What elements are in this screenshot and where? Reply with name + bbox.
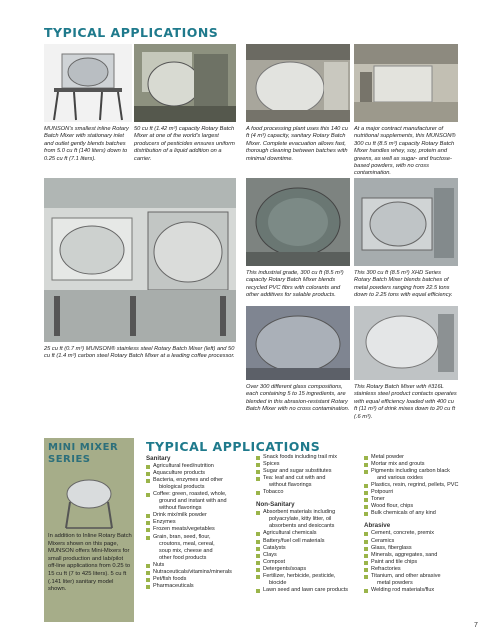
- list-item: Frozen meats/vegetables: [146, 526, 250, 533]
- photo-pesticide-mixer: [134, 44, 236, 122]
- applications-column-non-sanitary: [256, 454, 360, 594]
- list-item: Pet/fish foods: [146, 576, 250, 583]
- mini-mixer-heading-line1: MINI MIXER: [48, 442, 119, 453]
- list-item: Snack foods including trail mix: [256, 454, 360, 461]
- list-item: Paint and tile chips: [364, 559, 474, 566]
- list-item-continued: ground and instant with and: [159, 498, 227, 505]
- photo-glass-mixer: [246, 306, 350, 380]
- list-item: Agricultural feed/nutrition: [146, 463, 250, 470]
- photo-food-sanitary-mixer: [246, 44, 350, 122]
- list-item: Plastics, resin, regrind, pellets, PVC: [364, 482, 474, 489]
- list-item: Ceramics: [364, 538, 474, 545]
- photo-metal-powder-mixer: [354, 178, 458, 266]
- abrasive-heading: Abrasive: [364, 522, 391, 530]
- list-item-continued: soup mix, cheese and: [159, 547, 213, 554]
- photo-coffee-processor-mixers: [44, 178, 236, 342]
- applications-column-sanitary: [146, 454, 250, 590]
- mini-mixer-panel: [44, 438, 134, 622]
- list-item-continued: biological products: [159, 484, 205, 491]
- list-item: Toner: [364, 496, 474, 503]
- list-item: Clays: [256, 552, 360, 559]
- list-item: Tobacco: [256, 489, 360, 496]
- top-heading: TYPICAL APPLICATIONS: [44, 25, 219, 40]
- list-item: Catalysts: [256, 545, 360, 552]
- caption-glass-mixer: Over 300 different glass compositions, each containing 5 to 15 ingredients, are blended in this abrasion-resistant Rotary Batch Mixer with no cross contamination.: [246, 384, 350, 413]
- list-item: Refractories: [364, 566, 474, 573]
- mini-mixer-text: In addition to Inline Rotary Batch Mixers shown on this page, MUNSON offers Mini-Mixers for small production and lab/pilot off-line applications from 0.25 to 15 cu ft (7 to 425 liters). 5 cu ft (.141 liter) sanitary model shown.: [48, 533, 132, 593]
- caption-metal-powder-mixer: This 300 cu ft (8.5 m³) XHD Series Rotary Batch Mixer blends batches of metal powders ranging from 22.5 tons down to 2.25 tons with equal efficiency.: [354, 270, 453, 299]
- caption-pesticide-mixer: 50 cu ft (1.42 m³) capacity Rotary Batch Mixer at one of the world's largest producers of pesticides ensures uniform distribution of a liquid addition on a carrier.: [134, 126, 235, 162]
- list-item: Mortar mix and grouts: [364, 461, 474, 468]
- list-item-continued: absorbents and desiccants: [269, 523, 335, 530]
- list-item: Potpourri: [364, 489, 474, 496]
- caption-drink-mix-mixer: This Rotary Batch Mixer with #316L stainless steel product contacts operates with equal efficiency loaded with 400 cu ft (11 m³) of drink mixes down to 20 cu ft (.6 m³).: [354, 384, 457, 420]
- non-sanitary-heading: Non-Sanitary: [256, 501, 295, 509]
- list-item-continued: polyacrylate, kitty litter, oil: [269, 516, 332, 523]
- list-item: Welding rod materials/flux: [364, 587, 474, 594]
- list-item: Enzymes: [146, 519, 250, 526]
- caption-food-sanitary-mixer: A food processing plant uses this 140 cu ft (4 m³) capacity, sanitary Rotary Batch Mixer. Complete evacuation allows fast, thorough cleaning between batches with minimal downtime.: [246, 126, 348, 162]
- list-item: Minerals, aggregates, sand: [364, 552, 474, 559]
- photo-pvc-industrial-mixer: [246, 178, 350, 266]
- list-item-continued: without flavorings: [159, 505, 202, 512]
- photo-drink-mix-mixer: [354, 306, 458, 380]
- list-item: Glass, fiberglass: [364, 545, 474, 552]
- list-item: Nuts: [146, 562, 250, 569]
- list-item: Metal powder: [364, 454, 474, 461]
- page-number: 7: [474, 622, 478, 629]
- list-item: Pharmaceuticals: [146, 583, 250, 590]
- list-item-continued: croutons, meal, cereal,: [159, 540, 215, 547]
- list-item: Compost: [256, 559, 360, 566]
- list-item: Grain, bran, seed, flour,: [146, 534, 250, 541]
- list-item: Detergents/soaps: [256, 566, 360, 573]
- list-item-continued: without flavorings: [269, 482, 312, 489]
- caption-coffee-processor-mixers: 25 cu ft (0.7 m³) MUNSON® stainless steel Rotary Batch Mixer (left) and 50 cu ft (1.4 m³) carbon steel Rotary Batch Mixer at a leading coffee processor.: [44, 346, 235, 360]
- caption-small-inline-mixer: MUNSON's smallest inline Rotary Batch Mixer with stationary inlet and outlet gently blends batches from 5.0 cu ft (140 liters) down to 0.25 cu ft (7.1 liters).: [44, 126, 129, 162]
- list-item-continued: biocide: [269, 579, 287, 586]
- photo-mini-mixer: [56, 472, 122, 530]
- list-item: Spices: [256, 461, 360, 468]
- list-item: Battery/fuel cell materials: [256, 538, 360, 545]
- list-item: Coffee: green, roasted, whole,: [146, 491, 250, 498]
- sanitary-heading: Sanitary: [146, 455, 171, 462]
- list-item: Cement, concrete, premix: [364, 530, 474, 537]
- bottom-heading: TYPICAL APPLICATIONS: [146, 439, 321, 454]
- list-item: Bulk chemicals of any kind: [364, 510, 474, 517]
- list-item: Sugar and sugar substitutes: [256, 468, 360, 475]
- list-item: Nutraceuticals/vitamins/minerals: [146, 569, 250, 576]
- list-item: Agricultural chemicals: [256, 530, 360, 537]
- applications-column-abrasive: [364, 454, 474, 594]
- photo-nutritional-mixer: [354, 44, 458, 122]
- list-item: Fertilizer, herbicide, pesticide,: [256, 573, 360, 580]
- list-item: Pigments including carbon black: [364, 468, 474, 475]
- photo-small-inline-mixer: [44, 44, 132, 122]
- caption-nutritional-mixer: At a major contract manufacturer of nutritional supplements, this MUNSON® 300 cu ft (8.5 m³) capacity Rotary Batch Mixer handles whey, soy, protein and greens, as well as sugar- and fructose-based powders, with no cross contamination.: [354, 126, 456, 177]
- list-item: Aquaculture products: [146, 470, 250, 477]
- list-item: Drink mix/milk powder: [146, 512, 250, 519]
- mini-mixer-heading-line2: SERIES: [48, 454, 91, 465]
- list-item: Titanium, and other abrasive: [364, 573, 474, 580]
- list-item-continued: metal powders: [377, 579, 413, 586]
- caption-pvc-industrial-mixer: This industrial grade, 300 cu ft (8.5 m³) capacity Rotary Batch Mixer blends recycled PVC fibrs with colorants and other additives for salable products.: [246, 270, 344, 299]
- list-item: Absorbent materials including: [256, 509, 360, 516]
- list-item-continued: and various oxides: [377, 475, 423, 482]
- list-item-continued: other food products: [159, 554, 207, 561]
- list-item: Wood flour, chips: [364, 503, 474, 510]
- list-item: Lawn seed and lawn care products: [256, 587, 360, 594]
- list-item: Tea: leaf and cut with and: [256, 475, 360, 482]
- list-item: Bacteria, enzymes and other: [146, 477, 250, 484]
